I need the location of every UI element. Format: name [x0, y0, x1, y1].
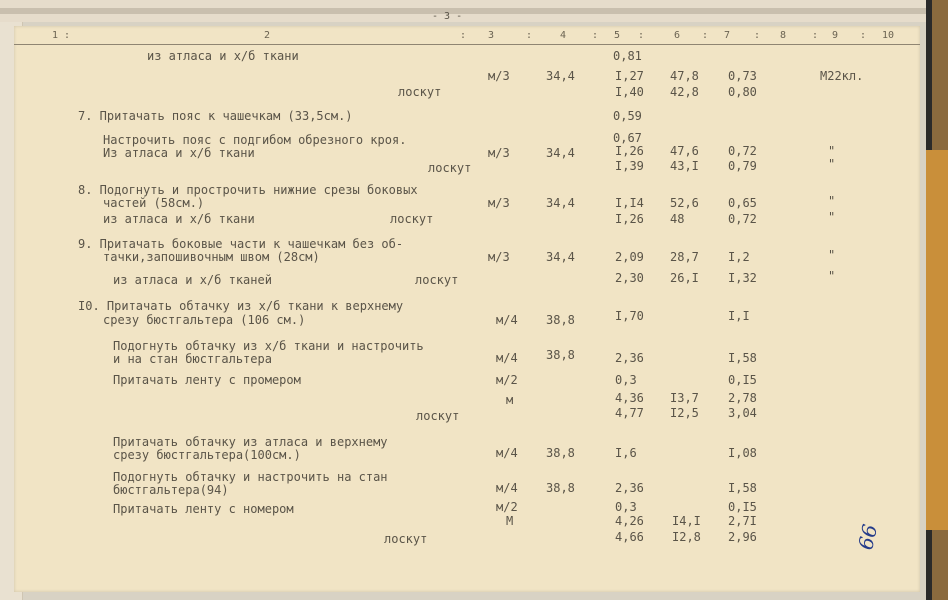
- cell-col5: 2,30: [615, 271, 644, 285]
- scrap-label: лоскут: [416, 409, 460, 423]
- ditto-mark: ": [828, 248, 836, 262]
- header-col-8: 8: [780, 30, 787, 41]
- cell-col4: 38,8: [546, 313, 575, 327]
- cell-col7: 0,I5: [728, 500, 757, 514]
- cell-col6: I2,5: [670, 406, 699, 420]
- cell-col5: 0,3: [615, 500, 637, 514]
- cell-col5: I,26: [615, 212, 644, 226]
- cell-col7: 0,I5: [728, 373, 757, 387]
- cell-col4: 38,8: [546, 348, 575, 362]
- row-text: из атласа и х/б тканей: [113, 273, 272, 287]
- ditto-mark: ": [828, 210, 836, 224]
- cell-col5: 0,67: [613, 131, 642, 145]
- row-text: бюстгальтера(94): [113, 483, 229, 497]
- cell-col3: м/4: [496, 351, 518, 365]
- section-7-title: 7. Притачать пояс к чашечкам (33,5см.): [78, 109, 353, 123]
- row-text: Притачать ленту с промером: [113, 373, 301, 387]
- cell-col6: I2,8: [672, 530, 701, 544]
- header-sep-8: :: [860, 30, 867, 41]
- cell-col5: I,39: [615, 159, 644, 173]
- cell-col3: м/4: [496, 313, 518, 327]
- cell-col5: 4,36: [615, 391, 644, 405]
- cell-col5: 2,36: [615, 351, 644, 365]
- scan-right-border: [926, 0, 948, 600]
- cell-col7: I,I: [728, 309, 750, 323]
- header-rule: [14, 44, 920, 45]
- cell-col5: 0,81: [613, 49, 642, 63]
- scan-top-strip: [0, 8, 948, 14]
- cell-col3: м/З: [488, 69, 510, 83]
- cell-col4: 38,8: [546, 481, 575, 495]
- ditto-mark: ": [828, 269, 836, 283]
- row-text: из атласа и х/б ткани: [147, 49, 299, 63]
- row-text: Притачать обтачку из атласа и верхнему: [113, 435, 388, 449]
- cell-col5: 4,77: [615, 406, 644, 420]
- cell-col5: 4,26: [615, 514, 644, 528]
- header-col-1: 1 :: [52, 30, 71, 41]
- cell-col7: 0,80: [728, 85, 757, 99]
- cell-col7: 2,96: [728, 530, 757, 544]
- header-col-4: 4: [560, 30, 567, 41]
- row-text: из атласа и х/б ткани: [103, 212, 255, 226]
- header-sep-3: :: [592, 30, 599, 41]
- cell-col5: I,27: [615, 69, 644, 83]
- cell-col3: м: [506, 393, 514, 407]
- header-col-10: 10: [882, 30, 895, 41]
- header-col-9: 9: [832, 30, 839, 41]
- header-sep-2: :: [526, 30, 533, 41]
- scan-top-border: [0, 0, 948, 22]
- section-10-title: I0. Притачать обтачку из х/б ткани к верхнему: [78, 299, 404, 313]
- cell-col6: 42,8: [670, 85, 699, 99]
- cell-col7: 2,78: [728, 391, 757, 405]
- row-text: Из атласа и х/б ткани: [103, 146, 255, 160]
- header-col-5: 5: [614, 30, 621, 41]
- cell-col5: I,6: [615, 446, 637, 460]
- section-9-title: 9. Притачать боковые части к чашечкам без об-: [78, 237, 404, 251]
- top-page-mark: - 3 -: [432, 11, 463, 22]
- cell-col6: I3,7: [670, 391, 699, 405]
- cell-col4: 38,8: [546, 446, 575, 460]
- ditto-mark: ": [828, 144, 836, 158]
- cell-col5: 0,3: [615, 373, 637, 387]
- cell-col3: м/З: [488, 250, 510, 264]
- header-col-6: 6: [674, 30, 681, 41]
- cell-col3: м/4: [496, 481, 518, 495]
- cell-col7: I,58: [728, 481, 757, 495]
- cell-col5: 2,09: [615, 250, 644, 264]
- header-sep-6: :: [754, 30, 761, 41]
- cell-col5: I,I4: [615, 196, 644, 210]
- cell-col3: м/4: [496, 446, 518, 460]
- cell-col7: I,58: [728, 351, 757, 365]
- cell-col7: I,32: [728, 271, 757, 285]
- cell-col6: I4,I: [672, 514, 701, 528]
- cell-col4: 34,4: [546, 69, 575, 83]
- cell-col7: 0,79: [728, 159, 757, 173]
- ditto-mark: ": [828, 194, 836, 208]
- cell-col7: I,08: [728, 446, 757, 460]
- cell-col4: 34,4: [546, 146, 575, 160]
- cell-col7: 3,04: [728, 406, 757, 420]
- cell-col7: 2,7I: [728, 514, 757, 528]
- cell-col6: 48: [670, 212, 685, 226]
- row-text: Настрочить пояс с подгибом обрезного кроя.: [103, 133, 407, 147]
- cell-col7: 0,73: [728, 69, 757, 83]
- handwritten-page-number: 66: [853, 522, 883, 552]
- cell-col7: I,2: [728, 250, 750, 264]
- ditto-mark: ": [828, 157, 836, 171]
- scrap-label: лоскут: [384, 532, 428, 546]
- section-8-title: 8. Подогнуть и прострочить нижние срезы боковых: [78, 183, 418, 197]
- header-sep-1: :: [460, 30, 467, 41]
- scrap-label: лоскут: [390, 212, 434, 226]
- header-sep-4: :: [638, 30, 645, 41]
- row-text: тачки,запошивочным швом (28см): [103, 250, 320, 264]
- cell-col3: М: [506, 514, 514, 528]
- cell-col5: 2,36: [615, 481, 644, 495]
- cell-col5: I,40: [615, 85, 644, 99]
- cell-col5: I,70: [615, 309, 644, 323]
- cell-col3: м/З: [488, 146, 510, 160]
- cell-col3: м/2: [496, 500, 518, 514]
- header-col-7: 7: [724, 30, 731, 41]
- cell-col6: 43,I: [670, 159, 699, 173]
- header-col-2: 2: [264, 30, 271, 41]
- cell-col6: 52,6: [670, 196, 699, 210]
- row-text: и на стан бюстгальтера: [113, 352, 272, 366]
- cell-col6: 28,7: [670, 250, 699, 264]
- cell-col3: м/2: [496, 373, 518, 387]
- row-text: Подогнуть обтачку и настрочить на стан: [113, 470, 388, 484]
- row-text: срезу бюстгальтера (106 см.): [103, 313, 306, 327]
- row-text: частей (58см.): [103, 196, 205, 210]
- cell-col4: 34,4: [546, 250, 575, 264]
- row-text: Подогнуть обтачку из х/б ткани и настрочить: [113, 339, 424, 353]
- cell-col5: 0,59: [613, 109, 642, 123]
- cell-col9: М22кл.: [820, 69, 864, 83]
- cell-col7: 0,72: [728, 212, 757, 226]
- scan-right-band: [926, 150, 948, 530]
- scrap-label: лоскут: [428, 161, 472, 175]
- header-col-3: 3: [488, 30, 495, 41]
- header-sep-7: :: [812, 30, 819, 41]
- cell-col6: 26,I: [670, 271, 699, 285]
- scrap-label: лоскут: [398, 85, 442, 99]
- cell-col5: I,26: [615, 144, 644, 158]
- row-text: срезу бюстгальтера(100см.): [113, 448, 301, 462]
- row-text: Притачать ленту с номером: [113, 502, 294, 516]
- cell-col5: 4,66: [615, 530, 644, 544]
- cell-col6: 47,8: [670, 69, 699, 83]
- cell-col6: 47,6: [670, 144, 699, 158]
- cell-col4: 34,4: [546, 196, 575, 210]
- scrap-label: лоскут: [415, 273, 459, 287]
- header-sep-5: :: [702, 30, 709, 41]
- column-header-row: [14, 30, 920, 44]
- cell-col7: 0,72: [728, 144, 757, 158]
- cell-col3: м/З: [488, 196, 510, 210]
- cell-col7: 0,65: [728, 196, 757, 210]
